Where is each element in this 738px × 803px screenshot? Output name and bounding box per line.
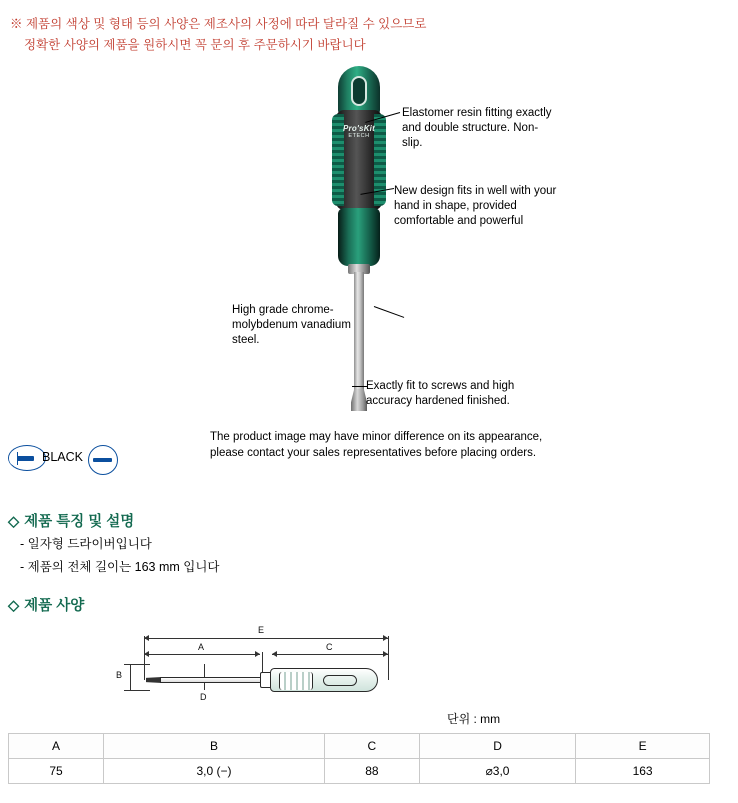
table-row xyxy=(9,759,710,784)
table-header-B: B xyxy=(104,734,325,759)
features-heading xyxy=(8,510,134,531)
table-cell-C: 88 xyxy=(324,759,419,784)
dim-label-E: E xyxy=(258,625,265,635)
dim-label-C: C xyxy=(326,642,333,652)
brand-logo xyxy=(340,124,378,139)
spec-table xyxy=(8,733,710,784)
spec-diamond-icon: ◇ xyxy=(8,598,20,614)
table-cell-E: 163 xyxy=(576,759,710,784)
dim-drawing-oval xyxy=(323,675,357,686)
feature-bullet-0: - 일자형 드라이버입니다 xyxy=(20,537,152,551)
table-header-row xyxy=(9,734,710,759)
dim-line-E xyxy=(144,638,388,639)
dim-label-B: B xyxy=(116,670,123,680)
dim-ext-end xyxy=(388,636,389,680)
table-header-A: A xyxy=(9,734,104,759)
tip-front-slot-shape xyxy=(93,458,112,462)
spec-heading xyxy=(8,594,84,615)
tip-type-row xyxy=(8,445,308,485)
tip-notch-shape xyxy=(9,452,18,465)
dim-ext-tip xyxy=(144,636,145,680)
notice-line-2: 정확한 사양의 제품을 원하시면 꼭 문의 후 주문하시기 바랍니다 xyxy=(24,38,366,52)
table-header-D: D xyxy=(419,734,575,759)
dim-drawing-shaft xyxy=(160,677,262,683)
dim-tick-B-bottom xyxy=(124,690,150,691)
callout-new-design: New design fits in well with your hand in shape, provided comfortable and powerful xyxy=(394,185,557,227)
feature-bullet-1: - 제품의 전체 길이는 163 mm 입니다 xyxy=(20,560,220,574)
dim-line-B xyxy=(130,664,131,690)
table-cell-B: 3,0 (−) xyxy=(104,759,325,784)
table-header-C: C xyxy=(324,734,419,759)
dim-line-A xyxy=(144,654,260,655)
callout-steel-grade: High grade chrome-molybdenum vanadium steel. xyxy=(232,304,351,346)
flat-tip xyxy=(351,389,367,411)
dim-drawing-grip xyxy=(279,672,313,690)
image-disclaimer: The product image may have minor difference on its appearance, please contact your sales representatives before placing orders. xyxy=(210,431,543,459)
dim-line-C xyxy=(272,654,388,655)
handle-bottom xyxy=(338,208,380,266)
notice-line-1: ※ 제품의 색상 및 형태 등의 사양은 제조사의 사정에 따라 달라질 수 있으므로 xyxy=(10,17,427,31)
table-cell-D: ⌀3,0 xyxy=(419,759,575,784)
features-bullets xyxy=(20,533,220,579)
tip-front-view-icon xyxy=(88,445,118,475)
dim-tick-B-top xyxy=(124,664,150,665)
brand-name: Pro'sKit xyxy=(343,124,375,133)
table-cell-A: 75 xyxy=(9,759,104,784)
callout-elastomer-resin: Elastomer resin fitting exactly and double structure. Non-slip. xyxy=(402,107,552,149)
dim-label-D: D xyxy=(200,692,207,702)
tip-side-view-icon xyxy=(8,445,46,471)
features-heading-text: 제품 특징 및 설명 xyxy=(24,514,135,530)
dimension-drawing xyxy=(100,620,430,710)
dim-arrow-C-left xyxy=(272,651,277,657)
dim-drawing-handle xyxy=(270,668,378,692)
callout-tip-accuracy: Exactly fit to screws and high accuracy hardened finished. xyxy=(366,380,515,407)
brand-subname: ETECH xyxy=(348,133,370,139)
tip-color-label: BLACK xyxy=(42,450,83,464)
table-header-E: E xyxy=(576,734,710,759)
dim-label-A: A xyxy=(198,642,205,652)
dim-arrow-A-right xyxy=(255,651,260,657)
spec-heading-text: 제품 사양 xyxy=(24,598,85,614)
handle-oval-window xyxy=(351,76,367,106)
features-diamond-icon: ◇ xyxy=(8,514,20,530)
unit-note: 단위 : mm xyxy=(447,712,501,726)
